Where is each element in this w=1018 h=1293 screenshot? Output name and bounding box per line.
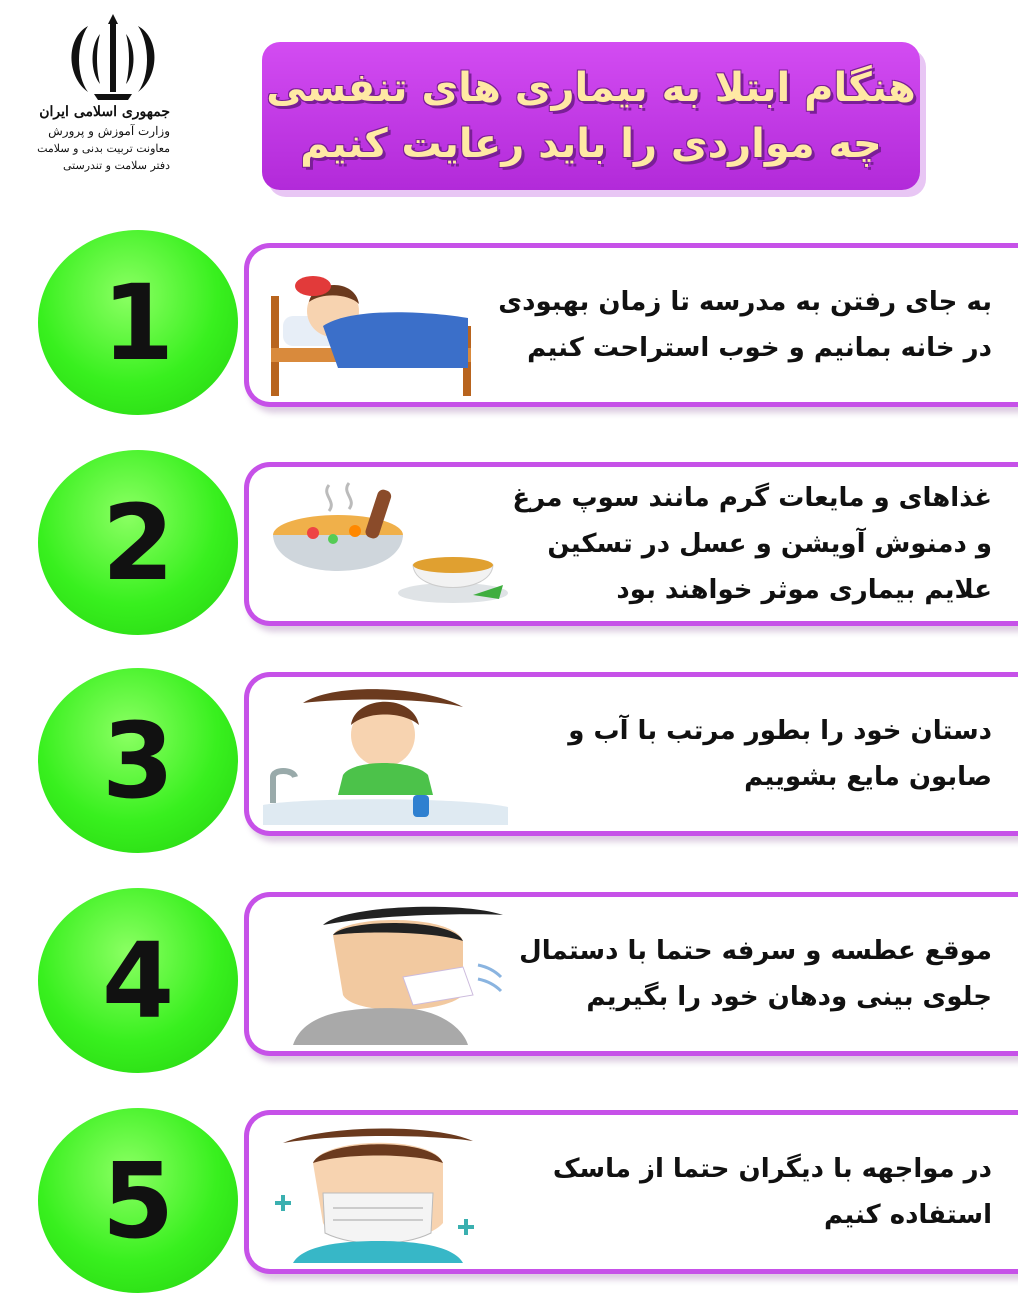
logo-line-1: جمهوری اسلامی ایران xyxy=(39,104,170,120)
number-label: 4 xyxy=(101,919,175,1042)
ministry-logo xyxy=(37,14,190,189)
page-title xyxy=(262,42,920,190)
sneezing-into-tissue-icon xyxy=(263,905,513,1045)
tip-card-3 xyxy=(244,672,1018,836)
tip-text-3 xyxy=(512,677,992,831)
soup-and-tea-icon xyxy=(263,475,513,615)
washing-hands-icon xyxy=(263,685,513,825)
tip-text-1 xyxy=(498,248,992,402)
number-badge-4 xyxy=(38,888,238,1073)
number-label: 2 xyxy=(101,481,175,604)
tip-line: استفاده کنیم xyxy=(823,1200,992,1230)
tip-text-5 xyxy=(512,1115,992,1269)
tip-card-1 xyxy=(244,243,1018,407)
logo-line-3: معاونت تربیت بدنی و سلامت xyxy=(37,142,170,155)
tip-line: دستان خود را بطور مرتب با آب و xyxy=(568,716,992,746)
number-badge-5 xyxy=(38,1108,238,1293)
iran-emblem-icon xyxy=(58,14,168,104)
tip-line: علایم بیماری موثر خواهند بود xyxy=(616,575,992,605)
title-line-2: چه مواردی را باید رعایت کنیم xyxy=(300,121,882,167)
number-badge-3 xyxy=(38,668,238,853)
tip-card-4 xyxy=(244,892,1018,1056)
tip-line: جلوی بینی ودهان خود را بگیریم xyxy=(586,982,992,1012)
logo-line-2: وزارت آموزش و پرورش xyxy=(48,124,170,138)
tip-line: موقع عطسه و سرفه حتما با دستمال xyxy=(519,936,992,966)
number-label: 1 xyxy=(101,261,175,384)
sick-child-in-bed-icon xyxy=(263,256,513,396)
tip-line: صابون مایع بشوییم xyxy=(744,762,992,792)
tip-line: و دمنوش آویشن و عسل در تسکین xyxy=(547,529,992,559)
tip-card-2 xyxy=(244,462,1018,626)
tip-line: در مواجهه با دیگران حتما از ماسک xyxy=(552,1154,992,1184)
logo-line-4: دفتر سلامت و تندرستی xyxy=(63,159,170,172)
title-line-1: هنگام ابتلا به بیماری های تنفسی xyxy=(266,65,916,111)
tip-card-5 xyxy=(244,1110,1018,1274)
tip-line: در خانه بمانیم و خوب استراحت کنیم xyxy=(527,333,992,363)
tip-text-2 xyxy=(512,467,992,621)
number-label: 3 xyxy=(101,699,175,822)
number-badge-2 xyxy=(38,450,238,635)
number-badge-1 xyxy=(38,230,238,415)
face-mask-icon xyxy=(263,1123,513,1263)
tip-line: به جای رفتن به مدرسه تا زمان بهبودی xyxy=(498,287,992,317)
number-label: 5 xyxy=(101,1139,175,1262)
tip-line: غذاهای و مایعات گرم مانند سوپ مرغ xyxy=(512,483,992,513)
tip-text-4 xyxy=(512,897,992,1051)
